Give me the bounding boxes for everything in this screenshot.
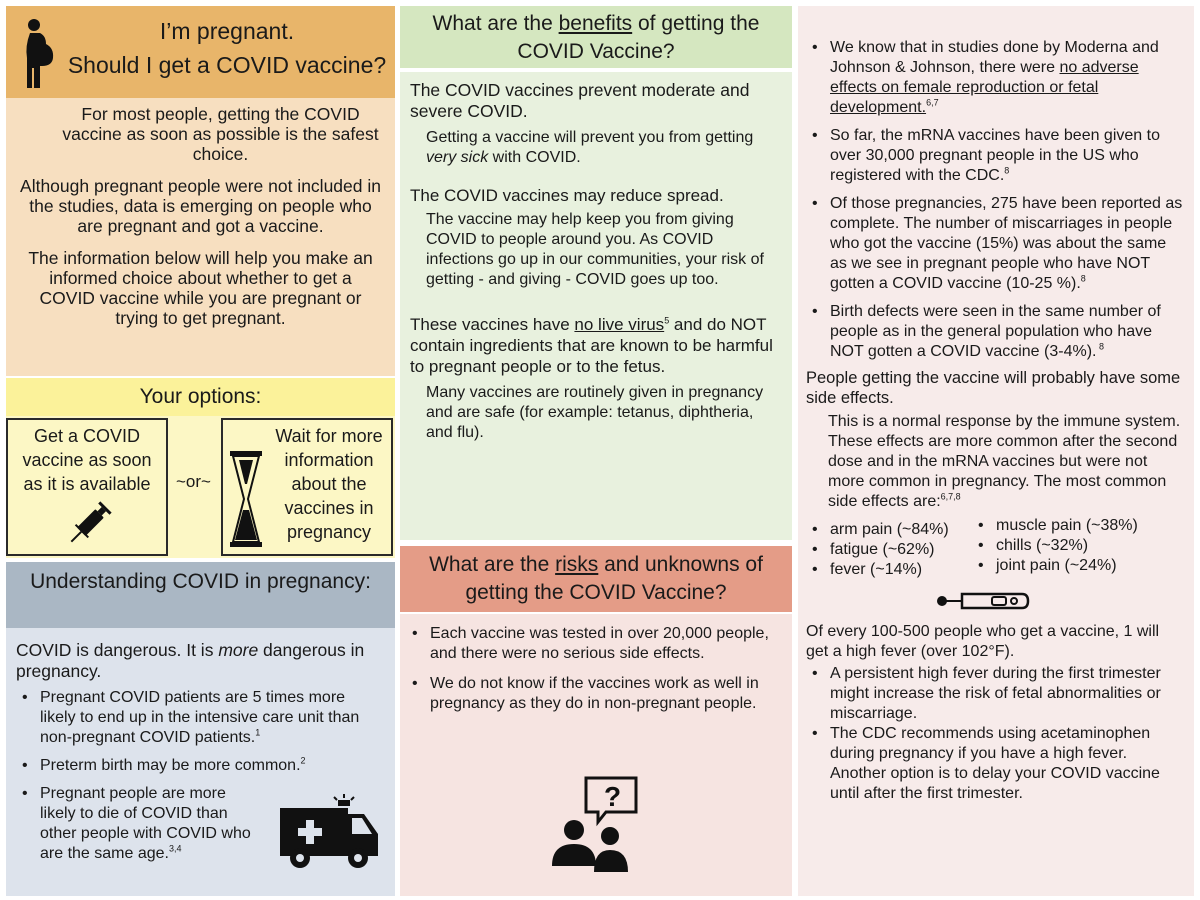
risks-panel <box>400 614 792 896</box>
or-separator: ~or~ <box>176 472 211 491</box>
intro-panel <box>6 98 395 376</box>
ambulance-icon <box>278 794 382 870</box>
list-item: • Of those pregnancies, 275 have been reported as complete. The number of miscarriages in people who got the vaccine (15%) was about the same as we see in pregnant people who have NOT gotten a COVID vaccine (10-25 %).$^8$ <box>806 194 1184 294</box>
svg-text:?: ? <box>604 781 622 812</box>
list-item: • fatigue (~62%) <box>806 540 976 560</box>
benefit-2-text: The vaccine may help keep you from giving COVID to people around you. As COVID infections go up in our communities, your risk of getting - and giving - COVID goes up too. <box>426 211 764 288</box>
options-heading: Your options: <box>6 378 395 416</box>
side-effects-text: This is a normal response by the immune system. These effects are more common after the second dose and in the mRNA vaccines but were not more common in pregnancy. The most common side effects are:$^{6,7,8}$ <box>828 413 1181 510</box>
risks-heading: What are the risks and unknowns of getting the COVID Vaccine? <box>400 546 792 612</box>
benefit-1-heading: The COVID vaccines prevent moderate and severe COVID. <box>410 80 750 121</box>
list-item: • muscle pain (~38%) <box>972 516 1172 536</box>
intro-bold: For most people, getting the COVID vaccine as soon as possible is the safest choice. <box>62 104 379 164</box>
benefit-2-heading: The COVID vaccines may reduce spread. <box>410 186 724 205</box>
list-item: • Preterm birth may be more common.$^2$ <box>16 756 385 776</box>
option-wait <box>221 418 393 556</box>
benefits-heading: What are the benefits of getting the COVID Vaccine? <box>400 6 792 68</box>
title-line-2: Should I get a COVID vaccine? <box>67 52 387 78</box>
option-get-vaccine <box>6 418 168 556</box>
side-effects-list <box>806 517 1184 582</box>
options-panel <box>6 416 395 558</box>
side-effects-heading: People getting the vaccine will probably have some side effects. <box>806 369 1181 407</box>
list-item: • We do not know if the vaccines work as well in pregnancy as they do in non-pregnant people. <box>406 674 782 714</box>
list-item: • Pregnant people are more likely to die of COVID than other people with COVID who are the same age.$^{3,4}$ <box>16 784 256 864</box>
fever-lead: Of every 100-500 people who get a vaccine, 1 will get a high fever (over 102°F). <box>806 623 1160 660</box>
understanding-lead: COVID is dangerous. It is more dangerous in pregnancy. <box>16 640 365 681</box>
pregnant-person-icon <box>20 18 56 90</box>
list-item: • A persistent high fever during the first trimester might increase the risk of fetal abnormalities or miscarriage. <box>806 664 1184 724</box>
intro-paragraph-2: Although pregnant people were not included in the studies, data is emerging on people who are pregnant and got a vaccine. <box>20 176 381 236</box>
benefit-3-heading: These vaccines have no live virus$^5$ and do NOT contain ingredients that are known to be harmful to pregnant people or to the fetus. <box>410 315 773 376</box>
benefit-1-text: Getting a vaccine will prevent you from getting very sick with COVID. <box>426 129 754 166</box>
list-item: • So far, the mRNA vaccines have been given to over 30,000 pregnant people in the US who registered with the CDC.$^8$ <box>806 126 1184 186</box>
people-question-icon <box>546 774 640 874</box>
list-item: • We know that in studies done by Moderna and Johnson & Johnson, there were no adverse effects on female reproduction or fetal development.$^{6,7}$ <box>806 38 1184 118</box>
list-item: • chills (~32%) <box>972 536 1172 556</box>
list-item: • Pregnant COVID patients are 5 times more likely to end up in the intensive care unit than non-pregnant COVID patients.$^1$ <box>16 688 385 748</box>
option-wait-label: Wait for more information about the vaccines in pregnancy <box>275 426 383 542</box>
thermometer-icon <box>936 590 1030 612</box>
benefits-panel <box>400 72 792 540</box>
hourglass-icon <box>229 450 263 548</box>
syringe-icon <box>58 494 120 554</box>
intro-paragraph-3: The information below will help you make an informed choice about whether to get a COVID vaccine while you are pregnant or trying to get pregnant. <box>28 248 373 328</box>
title-banner <box>6 6 395 98</box>
list-item: • joint pain (~24%) <box>972 556 1172 576</box>
benefit-3-text: Many vaccines are routinely given in pregnancy and are safe (for example: tetanus, diphtheria, and flu). <box>426 384 764 441</box>
list-item: • fever (~14%) <box>806 560 976 580</box>
studies-panel <box>798 6 1194 896</box>
understanding-heading: Understanding COVID in pregnancy: <box>6 562 395 628</box>
list-item: • Each vaccine was tested in over 20,000 people, and there were no serious side effects. <box>406 624 782 664</box>
list-item: • arm pain (~84%) <box>806 520 976 540</box>
option-get-vaccine-label: Get a COVID vaccine as soon as it is available <box>22 426 152 494</box>
list-item: • The CDC recommends using acetaminophen during pregnancy if you have a high fever. Another option is to delay your COVID vaccine until after the first trimester. <box>806 724 1184 804</box>
title-line-1: I’m pregnant. <box>159 18 295 44</box>
understanding-panel <box>6 628 395 896</box>
list-item: • Birth defects were seen in the same number of people as in the general population who have NOT gotten a COVID vaccine (3-4%). $^8$ <box>806 302 1184 362</box>
